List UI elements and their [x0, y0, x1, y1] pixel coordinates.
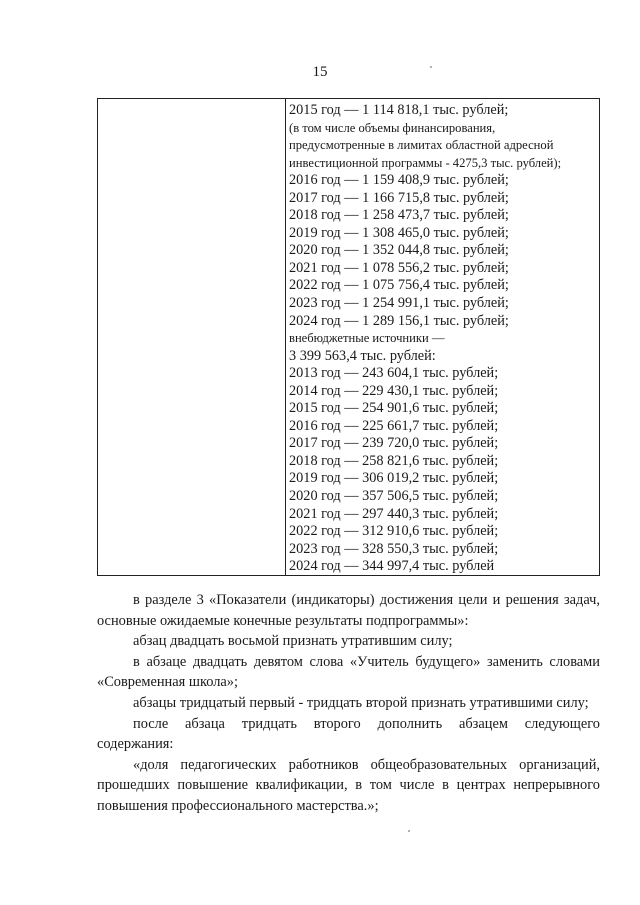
financing-line: 2017 год — 1 166 715,8 тыс. рублей;	[289, 189, 509, 206]
financing-line: 2018 год — 1 258 473,7 тыс. рублей;	[289, 207, 509, 224]
financing-line: (в том числе объемы финансирования,	[289, 120, 496, 135]
page-number: 15	[312, 64, 328, 80]
paragraph: после абзаца тридцать второго дополнить абзацем следующего содержания:	[97, 715, 600, 753]
financing-line: 2019 год — 1 308 465,0 тыс. рублей;	[289, 224, 509, 241]
financing-line: 2017 год — 239 720,0 тыс. рублей;	[289, 435, 499, 452]
financing-line: 3 399 563,4 тыс. рублей:	[289, 347, 436, 364]
financing-line: 2020 год — 1 352 044,8 тыс. рублей;	[289, 242, 509, 259]
scan-speck	[408, 830, 410, 832]
table-cell-left	[98, 99, 286, 575]
financing-line: 2019 год — 306 019,2 тыс. рублей;	[289, 470, 499, 487]
financing-line: 2024 год — 1 289 156,1 тыс. рублей;	[289, 312, 509, 329]
financing-line: 2021 год — 297 440,3 тыс. рублей;	[289, 505, 499, 522]
paragraph: в абзаце двадцать девятом слова «Учитель будущего» заменить словами «Современная школа»;	[97, 653, 600, 691]
financing-line: 2021 год — 1 078 556,2 тыс. рублей;	[289, 259, 509, 276]
paragraph: абзацы тридцатый первый - тридцать второй признать утратившими силу;	[133, 694, 589, 711]
paragraph: абзац двадцать восьмой признать утратившим силу;	[133, 633, 453, 650]
financing-line: 2015 год — 254 901,6 тыс. рублей;	[289, 400, 499, 417]
financing-line: инвестиционной программы - 4275,3 тыс. рублей);	[289, 155, 562, 170]
scan-speck	[430, 66, 432, 68]
financing-line: предусмотренные в лимитах областной адресной	[289, 138, 554, 153]
paragraph: «доля педагогических работников общеобразовательных организаций, прошедших повышение квалификации, в том числе в центрах непрерывного повышения профессионального мастерства.»;	[97, 756, 600, 814]
financing-line: 2015 год — 1 114 818,1 тыс. рублей;	[289, 102, 509, 118]
amendment-text	[97, 590, 600, 817]
financing-line: внебюджетные источники —	[289, 331, 445, 346]
financing-line: 2023 год — 1 254 991,1 тыс. рублей;	[289, 295, 509, 312]
financing-line: 2018 год — 258 821,6 тыс. рублей;	[289, 452, 499, 469]
financing-line: 2016 год — 1 159 408,9 тыс. рублей;	[289, 172, 509, 189]
financing-table	[97, 98, 600, 576]
financing-line: 2016 год — 225 661,7 тыс. рублей;	[289, 417, 499, 434]
financing-line: 2024 год — 344 997,4 тыс. рублей	[289, 558, 495, 575]
financing-line: 2014 год — 229 430,1 тыс. рублей;	[289, 382, 499, 399]
financing-line: 2022 год — 1 075 756,4 тыс. рублей;	[289, 277, 509, 294]
table-cell-right	[286, 99, 599, 575]
paragraph: в разделе 3 «Показатели (индикаторы) достижения цели и решения задач, основные ожидаемые конечные результаты подпрограммы»:	[97, 592, 600, 629]
financing-line: 2013 год — 243 604,1 тыс. рублей;	[289, 365, 499, 382]
financing-line: 2023 год — 328 550,3 тыс. рублей;	[289, 540, 499, 557]
financing-line: 2022 год — 312 910,6 тыс. рублей;	[289, 523, 499, 540]
financing-line: 2020 год — 357 506,5 тыс. рублей;	[289, 488, 499, 505]
